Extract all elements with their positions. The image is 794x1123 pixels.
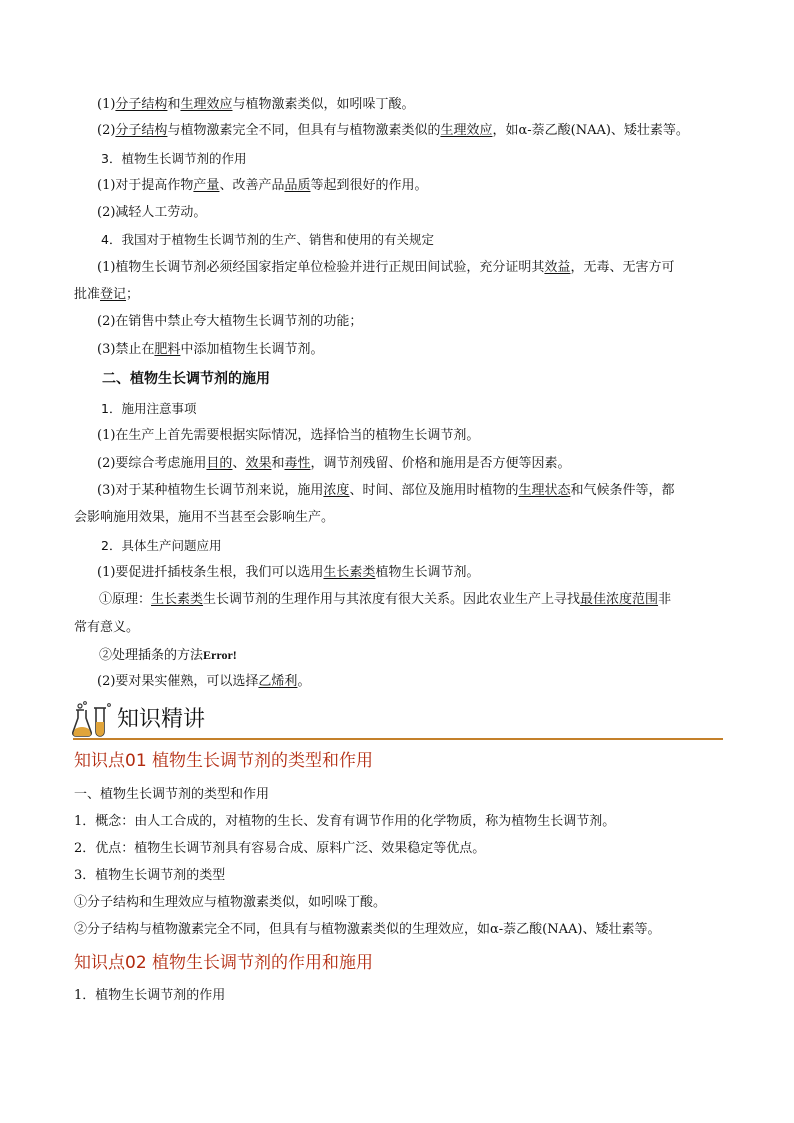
line-note-2 bbox=[97, 456, 571, 472]
heading-3: 3．植物生长调节剂的作用 bbox=[101, 151, 247, 166]
line-rule-3 bbox=[97, 342, 323, 358]
text: 等起到很好的作用。 bbox=[310, 178, 428, 193]
heading-1b: 1．施用注意事项 bbox=[101, 401, 197, 416]
underlined-term: 浓度 bbox=[323, 483, 350, 498]
banner-title: 知识精讲 bbox=[117, 707, 206, 732]
error-text: Error! bbox=[203, 648, 237, 662]
text: 和 bbox=[167, 97, 181, 112]
text: 与植物激素类似，如吲哚丁酸。 bbox=[232, 97, 415, 112]
kp1-line-2: 1．概念：由人工合成的，对植物的生长、发育有调节作用的化学物质，称为植物生长调节剂。 bbox=[74, 814, 616, 829]
kp1-line-3: 2．优点：植物生长调节剂具有容易合成、原料广泛、效果稳定等优点。 bbox=[74, 841, 486, 856]
underlined-term: 分子结构 bbox=[115, 123, 168, 138]
text: ②处理插条的方法 bbox=[99, 648, 204, 663]
underlined-term: 品质 bbox=[284, 178, 311, 193]
text: (1)要促进扦插枝条生根，我们可以选用 bbox=[97, 565, 324, 580]
line-note-3 bbox=[97, 483, 674, 499]
line-app-1 bbox=[97, 565, 479, 581]
heading-2b: 2．具体生产问题应用 bbox=[101, 538, 222, 553]
text: 与植物激素完全不同，但具有与植物激素类似的 bbox=[167, 123, 441, 138]
knowledge-point-02-title: 知识点02 植物生长调节剂的作用和施用 bbox=[74, 953, 374, 973]
underlined-term: 产量 bbox=[193, 178, 220, 193]
text: 和 bbox=[271, 456, 285, 471]
text: ，调节剂残留、价格和施用是否方便等因素。 bbox=[310, 456, 571, 471]
underlined-term: 生理效应 bbox=[180, 97, 233, 112]
line-effect-2: (2)减轻人工劳动。 bbox=[97, 205, 207, 220]
underlined-term: 分子结构 bbox=[115, 97, 168, 112]
text: 。 bbox=[297, 674, 311, 689]
kp1-line-4: 3．植物生长调节剂的类型 bbox=[74, 868, 226, 883]
line-type-2 bbox=[97, 123, 689, 139]
lab-flask-icon bbox=[72, 700, 114, 738]
text: 、 bbox=[232, 456, 246, 471]
kp1-line-5: ①分子结构和生理效应与植物激素类似，如吲哚丁酸。 bbox=[74, 895, 387, 910]
underlined-term: 生长素类 bbox=[151, 592, 204, 607]
knowledge-point-01-title: 知识点01 植物生长调节剂的类型和作用 bbox=[74, 751, 374, 771]
text: (1) bbox=[97, 97, 116, 112]
underlined-term: 目的 bbox=[206, 456, 233, 471]
text: (2) bbox=[97, 123, 116, 138]
text: 、改善产品 bbox=[219, 178, 285, 193]
text: 非 bbox=[658, 592, 672, 607]
underlined-term: 乙烯利 bbox=[258, 674, 298, 689]
text: (1)对于提高作物 bbox=[97, 178, 194, 193]
text: (2)要对果实催熟，可以选择 bbox=[97, 674, 259, 689]
line-type-1 bbox=[97, 97, 414, 113]
text: 、时间、部位及施用时植物的 bbox=[349, 483, 519, 498]
text: ，如α-萘乙酸(NAA)、矮壮素等。 bbox=[492, 123, 689, 138]
text: 中添加植物生长调节剂。 bbox=[180, 342, 324, 357]
kp2-line-1: 1．植物生长调节剂的作用 bbox=[74, 988, 226, 1003]
text: ，无毒、无害方可 bbox=[570, 260, 675, 275]
underlined-term: 生理状态 bbox=[518, 483, 571, 498]
text: ①原理： bbox=[99, 592, 152, 607]
line-principle bbox=[99, 592, 671, 608]
section-2-heading: 二、植物生长调节剂的施用 bbox=[102, 371, 270, 387]
underlined-term: 肥料 bbox=[154, 342, 181, 357]
underlined-term: 效益 bbox=[544, 260, 571, 275]
line-method bbox=[99, 647, 237, 664]
text: (2)要综合考虑施用 bbox=[97, 456, 207, 471]
line-app-2 bbox=[97, 674, 310, 690]
text: 批准 bbox=[74, 287, 101, 302]
text: 生长调节剂的生理作用与其浓度有很大关系。因此农业生产上寻找 bbox=[203, 592, 581, 607]
heading-4: 4．我国对于植物生长调节剂的生产、销售和使用的有关规定 bbox=[101, 232, 434, 247]
line-principle-cont: 常有意义。 bbox=[74, 620, 140, 635]
text: ； bbox=[126, 287, 140, 302]
line-note-1: (1)在生产上首先需要根据实际情况，选择恰当的植物生长调节剂。 bbox=[97, 428, 480, 443]
text: 和气候条件等，都 bbox=[570, 483, 675, 498]
line-rule-2: (2)在销售中禁止夸大植物生长调节剂的功能； bbox=[97, 314, 363, 329]
underlined-term: 效果 bbox=[245, 456, 272, 471]
text: 植物生长调节剂。 bbox=[375, 565, 480, 580]
kp1-line-1: 一、植物生长调节剂的类型和作用 bbox=[74, 787, 270, 802]
underlined-term: 生理效应 bbox=[440, 123, 493, 138]
line-effect-1 bbox=[97, 178, 427, 194]
kp1-line-6: ②分子结构与植物激素完全不同，但具有与植物激素类似的生理效应，如α-萘乙酸(NAA)、矮壮素等。 bbox=[74, 922, 661, 937]
text: (3)对于某种植物生长调节剂来说，施用 bbox=[97, 483, 324, 498]
underlined-term: 最佳浓度范围 bbox=[580, 592, 659, 607]
underlined-term: 毒性 bbox=[284, 456, 311, 471]
line-rule-1-cont bbox=[74, 287, 139, 303]
underlined-term: 登记 bbox=[100, 287, 127, 302]
line-note-3-cont: 会影响施用效果，施用不当甚至会影响生产。 bbox=[74, 510, 335, 525]
banner-divider bbox=[73, 738, 723, 740]
text: (1)植物生长调节剂必须经国家指定单位检验并进行正规田间试验，充分证明其 bbox=[97, 260, 545, 275]
text: (3)禁止在 bbox=[97, 342, 155, 357]
line-rule-1 bbox=[97, 260, 674, 276]
underlined-term: 生长素类 bbox=[323, 565, 376, 580]
